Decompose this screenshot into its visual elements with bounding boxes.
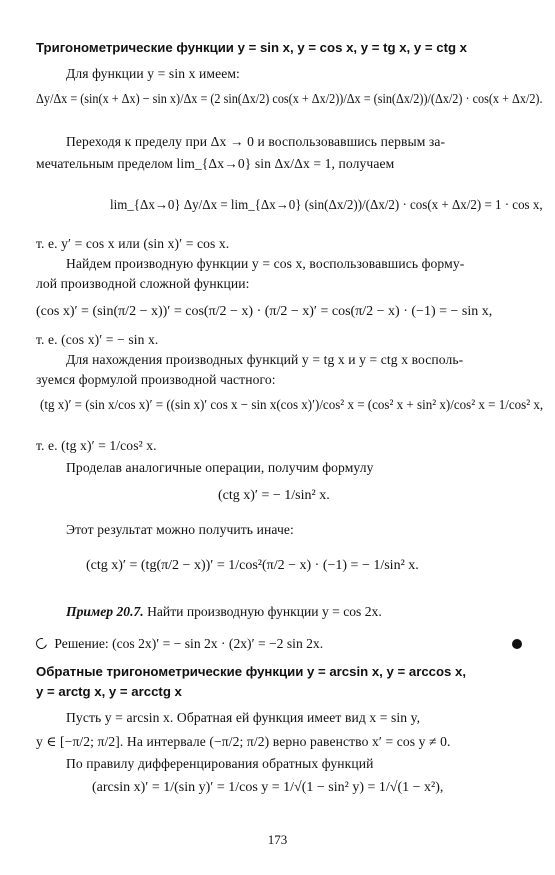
text-line: Проделав аналогичные операции, получим формулу xyxy=(66,460,374,475)
solution-start-icon xyxy=(34,636,49,651)
formula-cos-derivative: (cos x)′ = (sin(π/2 − x))′ = cos(π/2 − x) · (π/2 − x)′ = cos(π/2 − x) · (−1) = − sin x, xyxy=(36,304,493,319)
text-line: Пусть y = arcsin x. Обратная ей функция имеет вид x = sin y, xyxy=(66,710,421,725)
solution-end-icon xyxy=(512,639,522,649)
text-line: Для функции y = sin x имеем: xyxy=(66,66,240,81)
formula-tg-derivative: (tg x)′ = (sin x/cos x)′ = ((sin x)′ cos x − sin x(cos x)′)/cos² x = (cos² x + sin² x)/cos² x = 1/cos² x, xyxy=(40,398,544,413)
section-heading-inverse-line1: Обратные тригонометрические функции y = arcsin x, y = arccos x, xyxy=(36,664,467,679)
text-line: т. е. y′ = cos x или (sin x)′ = cos x. xyxy=(36,236,230,251)
solution-text: Решение: (cos 2x)′ = − sin 2x · (2x)′ = −2 sin 2x. xyxy=(54,636,324,651)
text-line: т. е. (tg x)′ = 1/cos² x. xyxy=(36,438,157,453)
text-line: т. е. (cos x)′ = − sin x. xyxy=(36,332,159,347)
section-heading-inverse-trig-cont xyxy=(36,684,182,699)
formula-arcsin-derivative: (arcsin x)′ = 1/(sin y)′ = 1/cos y = 1/√(1 − sin² y) = 1/√(1 − x²), xyxy=(92,780,444,795)
text-line: Этот результат можно получить иначе: xyxy=(66,522,294,537)
example-label: Пример 20.7. xyxy=(66,604,144,619)
text-line: Для нахождения производных функций y = tg x и y = ctg x восполь- xyxy=(66,352,464,367)
text-line: По правилу дифференцирования обратных функций xyxy=(66,756,374,771)
text-line: мечательным пределом lim_{Δx→0} sin Δx/Δx = 1, получаем xyxy=(36,156,395,171)
example-text: Найти производную функции y = cos 2x. xyxy=(147,604,382,619)
section-heading-inverse-line2: y = arctg x, y = arcctg x xyxy=(36,684,182,699)
text-line: Переходя к пределу при Δx → 0 и воспользовавшись первым за- xyxy=(66,134,446,149)
formula-ctg-alternative: (ctg x)′ = (tg(π/2 − x))′ = 1/cos²(π/2 − x) · (−1) = − 1/sin² x. xyxy=(86,558,419,573)
text-line: y ∈ [−π/2; π/2]. На интервале (−π/2; π/2) верно равенство x′ = cos y ≠ 0. xyxy=(36,734,451,749)
formula-sin-derivation: Δy/Δx = (sin(x + Δx) − sin x)/Δx = (2 sin(Δx/2) cos(x + Δx/2))/Δx = (sin(Δx/2))/(Δx/2) · cos(x + Δx/2). xyxy=(36,92,543,107)
page-number: 173 xyxy=(267,832,288,847)
text-line: лой производной сложной функции: xyxy=(36,276,250,291)
text-line: зуемся формулой производной частного: xyxy=(36,372,276,387)
section-heading-trig-text: Тригонометрические функции y = sin x, y = cos x, y = tg x, y = ctg x xyxy=(36,40,468,55)
section-heading-trig xyxy=(36,40,467,55)
formula-sin-limit: lim_{Δx→0} Δy/Δx = lim_{Δx→0} (sin(Δx/2))/(Δx/2) · cos(x + Δx/2) = 1 · cos x, xyxy=(110,198,543,213)
example-block xyxy=(66,604,382,620)
text-line: Найдем производную функции y = cos x, воспользовавшись форму- xyxy=(66,256,465,271)
section-heading-inverse-trig xyxy=(36,664,466,679)
solution-block xyxy=(36,636,323,652)
formula-ctg-derivative: (ctg x)′ = − 1/sin² x. xyxy=(218,488,330,503)
